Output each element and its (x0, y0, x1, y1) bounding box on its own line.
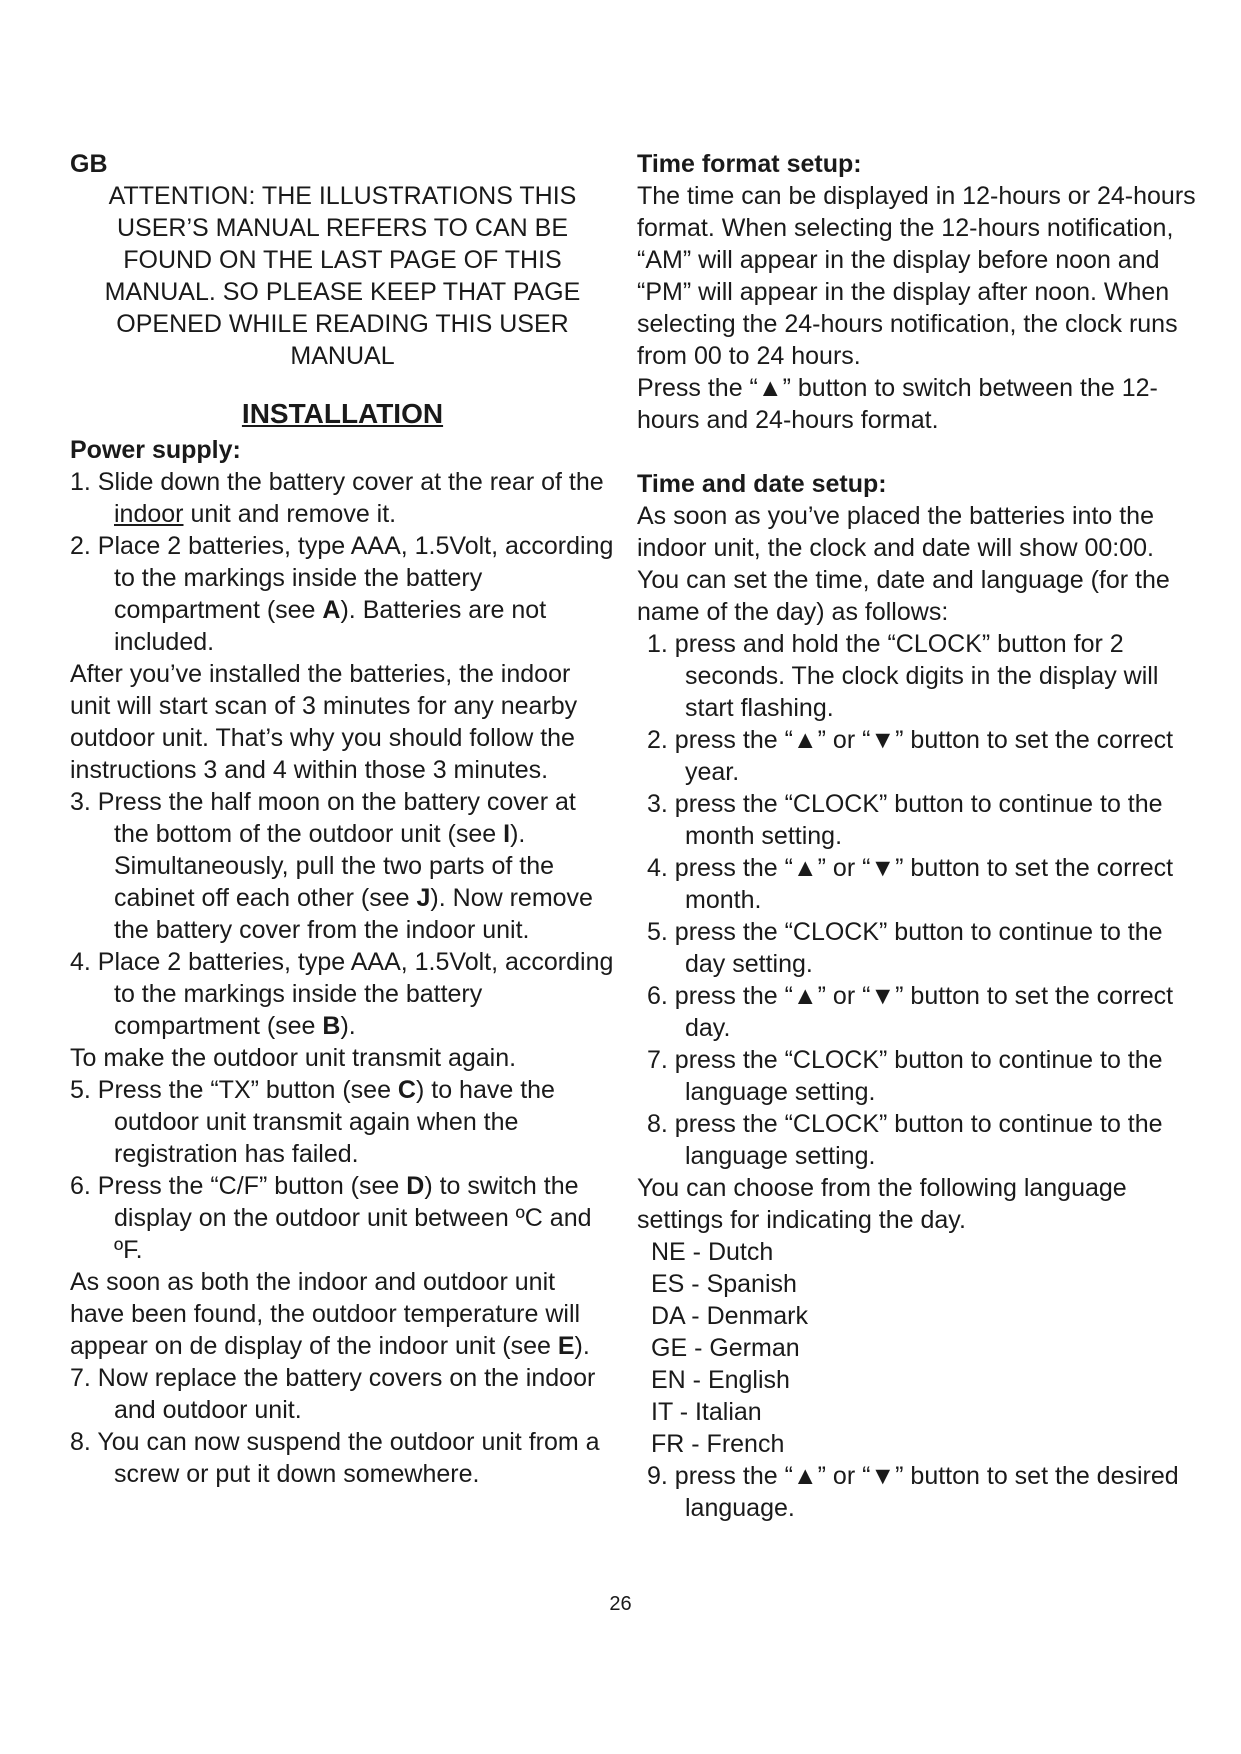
figure-ref: I (503, 820, 511, 848)
step-text: 5. Press the “TX” button (see (70, 1076, 398, 1104)
attention-notice (70, 180, 615, 372)
attention-line: ATTENTION: THE ILLUSTRATIONS THIS (108, 182, 577, 210)
left-column (70, 148, 615, 1490)
figure-ref: E (557, 1332, 575, 1360)
step-2 (70, 530, 615, 658)
figure-ref: A (322, 596, 341, 624)
step-text: 2. Place 2 batteries, type AAA, 1.5Volt, according to the markings inside the battery compartment (see (70, 532, 614, 624)
setup-step: 1. press and hold the “CLOCK” button for 2 seconds. The clock digits in the display will start flashing. (647, 630, 1159, 722)
step-text: ). Batteries are not included. (114, 596, 547, 656)
setup-step: 4. press the “▲” or “▼” button to set the correct month. (647, 854, 1174, 914)
step-text: ). Now remove the battery cover from the indoor unit. (114, 884, 593, 944)
paragraph-text: ). (574, 1332, 590, 1360)
time-format-heading: Time format setup: (637, 150, 862, 178)
language-item: EN - English (651, 1366, 790, 1394)
setup-step: 7. press the “CLOCK” button to continue to the language setting. (647, 1046, 1163, 1106)
step-4 (70, 946, 615, 1042)
figure-ref: J (416, 884, 431, 912)
step-text: ). Simultaneously, pull the two parts of the cabinet off each other (see (114, 820, 555, 912)
step-text: ) to have the outdoor unit transmit again when the registration has failed. (114, 1076, 555, 1168)
language-item: GE - German (651, 1334, 800, 1362)
setup-step: 8. press the “CLOCK” button to continue to the language setting. (647, 1110, 1163, 1170)
step-text: 1. Slide down the battery cover at the rear of the (70, 468, 604, 496)
step-6 (70, 1170, 615, 1266)
step-text: 6. Press the “C/F” button (see (70, 1172, 407, 1200)
step-1 (70, 466, 615, 530)
page-number: 26 (609, 1593, 632, 1615)
step-text: unit and remove it. (183, 500, 397, 528)
language-item: IT - Italian (651, 1398, 762, 1426)
underlined-word: indoor (114, 500, 184, 528)
power-supply-heading: Power supply: (70, 436, 241, 464)
step-8: 8. You can now suspend the outdoor unit from a screw or put it down somewhere. (70, 1428, 600, 1488)
setup-step: 2. press the “▲” or “▼” button to set the correct year. (647, 726, 1174, 786)
step-5 (70, 1074, 615, 1170)
language-item: FR - French (651, 1430, 785, 1458)
time-format-text: The time can be displayed in 12-hours or 24-hours format. When selecting the 12-hours notification, “AM” will appear in the display before noon and “PM” will appear in the display after noon. When selecting the 24-hours notification, the clock runs from 00 to 24 hours. (637, 182, 1196, 370)
attention-line: OPENED WHILE READING THIS USER (116, 310, 569, 338)
attention-line: FOUND ON THE LAST PAGE OF THIS (123, 246, 562, 274)
language-item: ES - Spanish (651, 1270, 797, 1298)
time-format-press: Press the “▲” button to switch between the 12-hours and 24-hours format. (637, 374, 1158, 434)
right-column (637, 148, 1197, 1524)
language-code: GB (70, 150, 108, 178)
language-item: DA - Denmark (651, 1302, 808, 1330)
attention-line: MANUAL (290, 342, 395, 370)
found-paragraph (70, 1266, 615, 1362)
spacer (637, 436, 1197, 468)
figure-ref: B (322, 1012, 341, 1040)
step-text: ) to switch the display on the outdoor unit between ºC and ºF. (114, 1172, 592, 1264)
figure-ref: C (397, 1076, 416, 1104)
step-text: 3. Press the half moon on the battery cover at the bottom of the outdoor unit (see (70, 788, 576, 848)
time-date-text: As soon as you’ve placed the batteries into the indoor unit, the clock and date will show 00:00. You can set the time, date and language (for the name of the day) as follows: (637, 502, 1170, 626)
step-3 (70, 786, 615, 946)
setup-step: 6. press the “▲” or “▼” button to set the correct day. (647, 982, 1174, 1042)
step-text: 4. Place 2 batteries, type AAA, 1.5Volt, according to the markings inside the battery compartment (see (70, 948, 614, 1040)
installation-title: INSTALLATION (241, 398, 444, 429)
attention-line: USER’S MANUAL REFERS TO CAN BE (116, 214, 569, 242)
setup-step-9: 9. press the “▲” or “▼” button to set the desired language. (647, 1462, 1179, 1522)
paragraph-text: As soon as both the indoor and outdoor unit have been found, the outdoor temperature will appear on de display of the indoor unit (see (70, 1268, 581, 1360)
setup-step: 3. press the “CLOCK” button to continue to the month setting. (647, 790, 1163, 850)
setup-step: 5. press the “CLOCK” button to continue to the day setting. (647, 918, 1163, 978)
language-item: NE - Dutch (651, 1238, 774, 1266)
figure-ref: D (406, 1172, 425, 1200)
step-7: 7. Now replace the battery covers on the indoor and outdoor unit. (70, 1364, 596, 1424)
language-text: You can choose from the following language settings for indicating the day. (637, 1174, 1127, 1234)
time-date-heading: Time and date setup: (637, 470, 887, 498)
attention-line: MANUAL. SO PLEASE KEEP THAT PAGE (104, 278, 581, 306)
language-list (637, 1236, 1197, 1460)
step-text: ). (340, 1012, 356, 1040)
transmit-paragraph: To make the outdoor unit transmit again. (70, 1044, 517, 1072)
scan-paragraph: After you’ve installed the batteries, the indoor unit will start scan of 3 minutes for any nearby outdoor unit. That’s why you should follow the instructions 3 and 4 within those 3 minutes. (70, 660, 578, 784)
